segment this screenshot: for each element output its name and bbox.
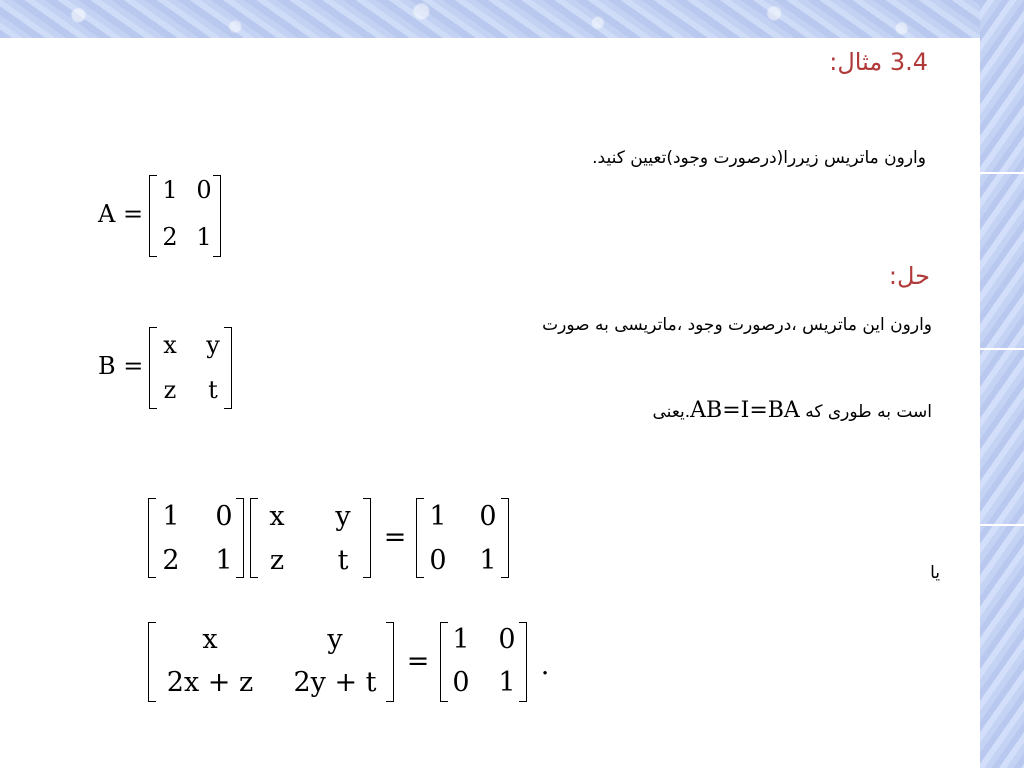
matrix-cell: 1 [162,176,178,204]
matrix-cell: 1 [452,624,470,655]
matrix-b-label: B = [98,352,144,380]
right-bracket [519,622,527,702]
solution-line-2 [653,398,932,423]
matrix-cell: y [206,331,220,359]
matrix-cell: t [208,376,218,404]
top-marble-border [0,0,980,38]
right-marble-border [980,0,1024,768]
matrix-cell: y [335,501,351,532]
matrix-cell: 0 [498,624,516,655]
line-2-after: .یعنی [652,402,691,422]
or-word: یا [930,563,940,583]
left-bracket [149,327,157,409]
right-bracket [363,498,371,578]
matrix-cell: 1 [429,501,447,532]
left-bracket [250,498,258,578]
solution-heading: حل: [888,262,930,290]
matrix-cell: 2 [162,223,178,251]
border-tile-divider [980,172,1024,174]
right-bracket [236,498,244,578]
matrix-cell: z [269,545,285,576]
matrix-cell: 1 [215,545,233,576]
right-bracket [501,498,509,578]
matrix-cell: x [163,331,177,359]
line-2-before: است به طوری که [805,402,932,422]
equals-sign: = [406,646,430,677]
matrix-cell: x [269,501,285,532]
right-bracket [224,327,232,409]
matrix-cell: 0 [429,545,447,576]
period-mark: . [540,650,550,681]
right-bracket [386,622,394,702]
matrix-a-label: A = [98,200,144,228]
intro-text: وارون ماتریس زیررا(درصورت وجود)تعیین کنید. [592,148,926,168]
matrix-cell: x [202,624,218,655]
left-bracket [416,498,424,578]
left-bracket [149,175,157,257]
slide-title: 3.4 مثال: [829,48,928,76]
matrix-cell: y [327,624,343,655]
left-bracket [148,498,156,578]
matrix-cell: 2x + z [166,667,254,698]
matrix-cell: 2 [162,545,180,576]
identity-equation: AB=I=BA [690,398,800,423]
border-tile-divider [980,524,1024,526]
matrix-cell: 0 [452,667,470,698]
matrix-cell: 0 [215,501,233,532]
matrix-cell: 0 [196,176,212,204]
left-bracket [148,622,156,702]
matrix-cell: z [163,376,177,404]
solution-line-1: وارون این ماتریس ،درصورت وجود ،ماتریسی به صورت [542,315,932,335]
matrix-cell: 1 [498,667,516,698]
matrix-cell: 1 [479,545,497,576]
equals-sign: = [383,522,407,553]
matrix-cell: 2y + t [293,667,377,698]
border-tile-divider [980,348,1024,350]
matrix-cell: 1 [162,501,180,532]
right-bracket [213,175,221,257]
matrix-cell: 1 [196,223,212,251]
matrix-cell: 0 [479,501,497,532]
matrix-cell: t [337,545,349,576]
